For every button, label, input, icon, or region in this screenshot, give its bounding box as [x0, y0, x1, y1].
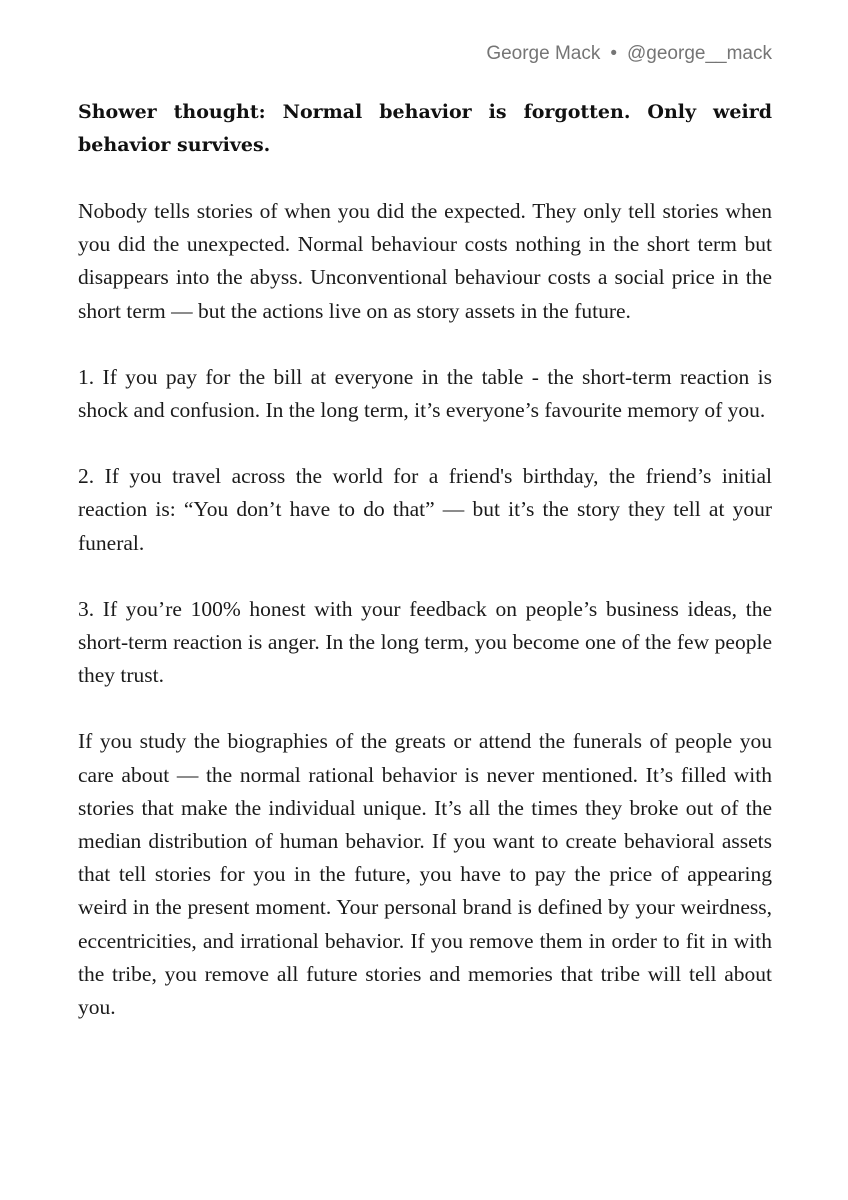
author-name: George Mack: [486, 43, 601, 64]
paragraph-point-3: 3. If you’re 100% honest with your feedback on people’s business ideas, the short-term reaction is anger. In the long term, you become one of the few people they trust.: [78, 596, 772, 688]
paragraph-point-2: 2. If you travel across the world for a friend's birthday, the friend’s initial reaction is: “You don’t have to do that” — but it’s the story they tell at your funeral.: [78, 464, 772, 555]
post-title: Shower thought: Normal behavior is forgotten. Only weird behavior survives.: [78, 101, 772, 156]
paragraph-intro: Nobody tells stories of when you did the expected. They only tell stories when you did the unexpected. Normal behaviour costs nothing in the short term but disappears into the abyss. Unconventional behaviour costs a social price in the short term — but the actions live on as story assets in the future.: [78, 199, 772, 323]
author-handle: @george__mack: [627, 43, 772, 64]
separator-dot: •: [610, 43, 618, 64]
document-page: [78, 40, 772, 1024]
author-header: [78, 40, 772, 68]
paragraph-point-1: 1. If you pay for the bill at everyone in the table - the short-term reaction is shock and confusion. In the long term, it’s everyone’s favourite memory of you.: [78, 364, 772, 423]
paragraph-conclusion: If you study the biographies of the greats or attend the funerals of people you care about — the normal rational behavior is never mentioned. It’s filled with stories that make the individual unique. It’s all the times they broke out of the median distribution of human behavior. If you want to create behavioral assets that tell stories for you in the future, you have to pay the price of appearing weird in the present moment. Your personal brand is defined by your weirdness, eccentricities, and irrational behavior. If you remove them in order to fit in with the tribe, you remove all future stories and memories that tribe will tell about you.: [78, 729, 772, 1020]
